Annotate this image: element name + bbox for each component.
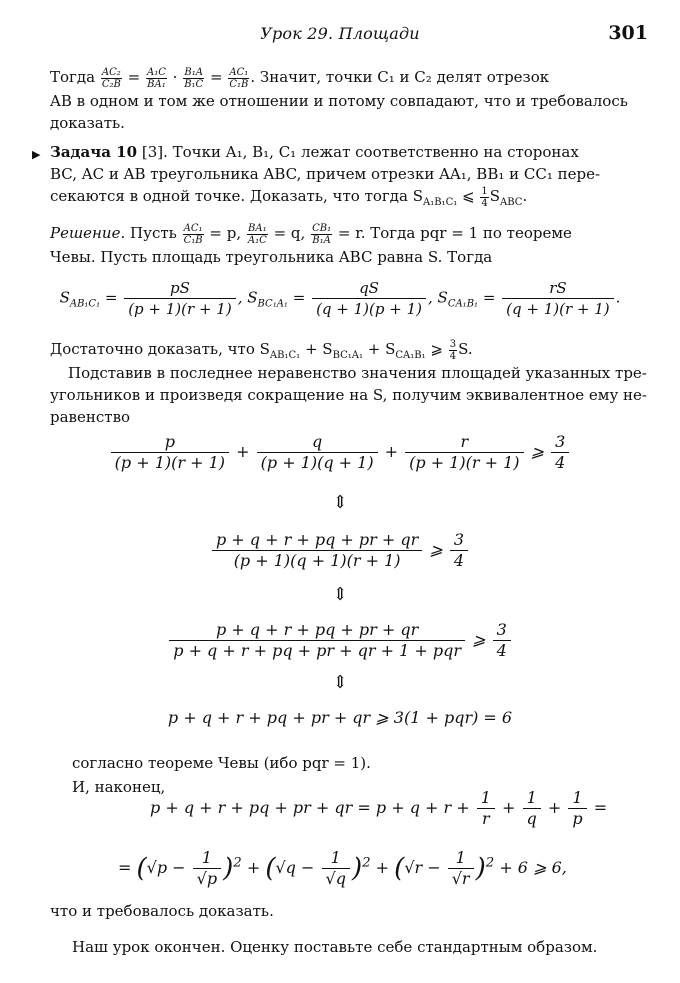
subscript: AB₁C₁ bbox=[269, 350, 301, 361]
term: √q bbox=[275, 858, 296, 877]
text-line: BC, AC и AB треугольника ABC, причем отрезки AA₁, BB₁ и CC₁ пере- bbox=[50, 165, 601, 183]
area-formulas: $S_{AB_1C_1}$ = $\frac{pS}{(p + 1)(r + 1)}$ , $S_{BC_1A_1}$ = $\frac{qS}{(q + 1)(p + 1)}$ , $S_{CA_1B_1}$ = $\frac{rS}{(q + 1)(r + 1)}$ . bbox=[59, 279, 621, 318]
text: Пусть bbox=[130, 224, 177, 242]
paren: ) bbox=[223, 853, 234, 884]
solution-intro bbox=[50, 222, 650, 268]
text: ⩽ bbox=[457, 187, 480, 205]
subscript: ABC bbox=[500, 197, 523, 208]
paragraph-conclusion: Тогда $\frac{\text{AC₂}}{\text{C₂B}}$ = $\frac{\text{A₁C}}{\text{BA₁}}$ · $\frac{\text{B₁A}}{\text{B₁C}}$ = $\frac{\text{AC₁}}{\text{C₁B}}$ . Значит, точки C₁ и C₂ делят отрезок AB в одном и том же отношении и потому совпадают, что и требовалось доказать. bbox=[50, 66, 650, 134]
final-equation-2: = (√p − $\frac{1}{√p}$ )$^2$ + (√q − $\frac{1}{√q}$ )$^2$ + (√r − $\frac{1}{√r}$ )$^2$ + 6 ⩾ 6, bbox=[118, 848, 567, 888]
symbol: S bbox=[59, 288, 70, 307]
fraction: $\frac{\text{AC₁}}{\text{C₁B}}$ bbox=[183, 222, 203, 246]
text: = r. Тогда pqr = 1 по теореме bbox=[337, 224, 572, 242]
finally-text: И, наконец, bbox=[72, 778, 166, 796]
subscript: CA₁B₁ bbox=[447, 298, 479, 310]
fraction: $\frac{pS}{(p + 1)(r + 1)}$ bbox=[124, 278, 235, 319]
subscript: A₁B₁C₁ bbox=[423, 197, 458, 208]
fraction: $\frac{\text{B₁A}}{\text{B₁C}}$ bbox=[184, 66, 204, 90]
text: = bbox=[593, 798, 608, 817]
equivalence-arrow: ⇕ bbox=[332, 584, 348, 605]
solution-label: Решение. bbox=[50, 224, 126, 242]
text: = q, bbox=[273, 224, 306, 242]
inequality-3: $\frac{p + q + r + pq + pr + qr}{\text{p + q + r + pq + pr + qr + 1 + pqr}}$ ⩾ $\frac{3}{4}$ bbox=[0, 620, 680, 661]
text-line: равенство bbox=[50, 408, 131, 426]
paren: ( bbox=[265, 853, 276, 884]
symbol: S bbox=[247, 288, 258, 307]
inequality-4: p + q + r + pq + pr + qr ⩾ 3(1 + pqr) = 6 bbox=[167, 708, 513, 727]
text: + bbox=[502, 798, 516, 817]
task-reference: [3]. bbox=[141, 143, 168, 161]
fraction: $\frac{p + q + r + pq + pr + qr}{(p + 1)(q + 1)(r + 1)}$ bbox=[212, 530, 422, 571]
fraction: $\frac{\text{CB₁}}{\text{B₁A}}$ bbox=[312, 222, 332, 246]
fraction: $\frac{p}{(p + 1)(r + 1)}$ bbox=[111, 432, 229, 473]
text-line: угольников и произведя сокращение на S, получим эквивалентное ему не- bbox=[50, 386, 647, 404]
fraction: $\frac{3}{4}$ bbox=[449, 338, 457, 362]
substitution-paragraph bbox=[50, 362, 650, 428]
text: Точки A₁, B₁, C₁ лежат соответственно на сторонах bbox=[172, 143, 579, 161]
fraction: $\frac{\text{AC₂}}{\text{C₂B}}$ bbox=[101, 66, 121, 90]
subscript: BC₁A₁ bbox=[332, 350, 363, 361]
term: √p bbox=[146, 858, 168, 877]
fraction: $\frac{1}{4}$ bbox=[481, 185, 488, 209]
fraction: $\frac{q}{(p + 1)(q + 1)}$ bbox=[257, 432, 378, 473]
text: + bbox=[547, 798, 562, 817]
text: Достаточно доказать, что S bbox=[50, 340, 270, 358]
fraction: $\frac{qS}{(q + 1)(p + 1)}$ bbox=[312, 278, 426, 319]
inequality-1: $\frac{p}{(p + 1)(r + 1)}$ + $\frac{q}{(p + 1)(q + 1)}$ + $\frac{r}{(p + 1)(r + 1)}$ ⩾ $\frac{3}{4}$ bbox=[0, 432, 680, 473]
fraction: $\frac{3}{4}$ bbox=[493, 620, 511, 661]
fraction: $\frac{p + q + r + pq + pr + qr}{\text{p + q + r + pq + pr + qr + 1 + pqr}}$ bbox=[169, 620, 465, 661]
fraction: $\frac{1}{√q}$ bbox=[322, 848, 350, 889]
text: . Значит, точки C₁ и C₂ делят отрезок bbox=[250, 68, 550, 86]
cheva-note: согласно теореме Чевы (ибо pqr = 1). bbox=[72, 754, 371, 772]
fraction: $\frac{r}{(p + 1)(r + 1)}$ bbox=[405, 432, 523, 473]
paren: ) bbox=[475, 853, 486, 884]
paren: ( bbox=[136, 853, 147, 884]
equivalence-arrow: ⇕ bbox=[332, 492, 348, 513]
fraction: $\frac{\text{AC₁}}{\text{C₁B}}$ bbox=[229, 66, 249, 90]
inequality-2: $\frac{p + q + r + pq + pr + qr}{(p + 1)(q + 1)(r + 1)}$ ⩾ $\frac{3}{4}$ bbox=[0, 530, 680, 571]
subscript: BC₁A₁ bbox=[257, 298, 288, 310]
closing-line: Наш урок окончен. Оценку поставьте себе стандартным образом. bbox=[72, 938, 598, 956]
subscript: CA₁B₁ bbox=[395, 350, 426, 361]
text: ⩾ bbox=[425, 340, 448, 358]
text: S bbox=[489, 187, 501, 205]
text: секаются в одной точке. Доказать, что тогда S bbox=[50, 187, 423, 205]
final-equation-1 bbox=[150, 788, 607, 829]
paren: ) bbox=[351, 853, 363, 884]
fraction: $\frac{3}{4}$ bbox=[450, 530, 468, 571]
text-line: Чевы. Пусть площадь треугольника ABC равна S. Тогда bbox=[50, 247, 493, 266]
subscript: AB₁C₁ bbox=[69, 298, 101, 310]
fraction: $\frac{\text{A₁C}}{\text{BA₁}}$ bbox=[146, 66, 166, 90]
page-number: 301 bbox=[608, 22, 648, 44]
term: √r bbox=[404, 858, 423, 877]
text: Тогда bbox=[50, 68, 96, 86]
fraction: $\frac{1}{r}$ bbox=[477, 788, 495, 829]
text: = p, bbox=[209, 224, 242, 242]
symbol: S bbox=[437, 288, 448, 307]
equivalence-arrow: ⇕ bbox=[332, 672, 348, 693]
running-header-title: Урок 29. Площади bbox=[260, 24, 420, 43]
qed-line: что и требовалось доказать. bbox=[50, 902, 274, 920]
fraction: $\frac{1}{√r}$ bbox=[448, 848, 474, 889]
text: + 6 ⩾ 6, bbox=[499, 858, 567, 877]
text-line: AB в одном и том же отношении и потому совпадают, что и требовалось bbox=[50, 91, 628, 110]
task-marker-icon: ▶ bbox=[32, 148, 41, 161]
text: + S bbox=[363, 340, 396, 358]
paren: ( bbox=[394, 853, 405, 884]
fraction: $\frac{1}{√p}$ bbox=[193, 848, 221, 889]
fraction: $\frac{1}{q}$ bbox=[523, 788, 541, 829]
text-line: доказать. bbox=[50, 113, 125, 132]
text: p + q + r + pq + pr + qr = p + q + r + bbox=[150, 798, 470, 817]
task-label: Задача 10 bbox=[50, 143, 138, 161]
fraction: $\frac{3}{4}$ bbox=[551, 432, 569, 473]
fraction: $\frac{\text{BA₁}}{\text{A₁C}}$ bbox=[247, 222, 267, 246]
text: . bbox=[522, 187, 528, 205]
fraction: $\frac{rS}{(q + 1)(r + 1)}$ bbox=[502, 278, 613, 319]
text-line: Подставив в последнее неравенство значения площадей указанных тре- bbox=[68, 364, 647, 382]
text: S. bbox=[458, 340, 473, 358]
fraction: $\frac{1}{p}$ bbox=[568, 788, 586, 829]
task-statement bbox=[50, 141, 650, 214]
text: = bbox=[118, 858, 132, 877]
text: + S bbox=[300, 340, 333, 358]
